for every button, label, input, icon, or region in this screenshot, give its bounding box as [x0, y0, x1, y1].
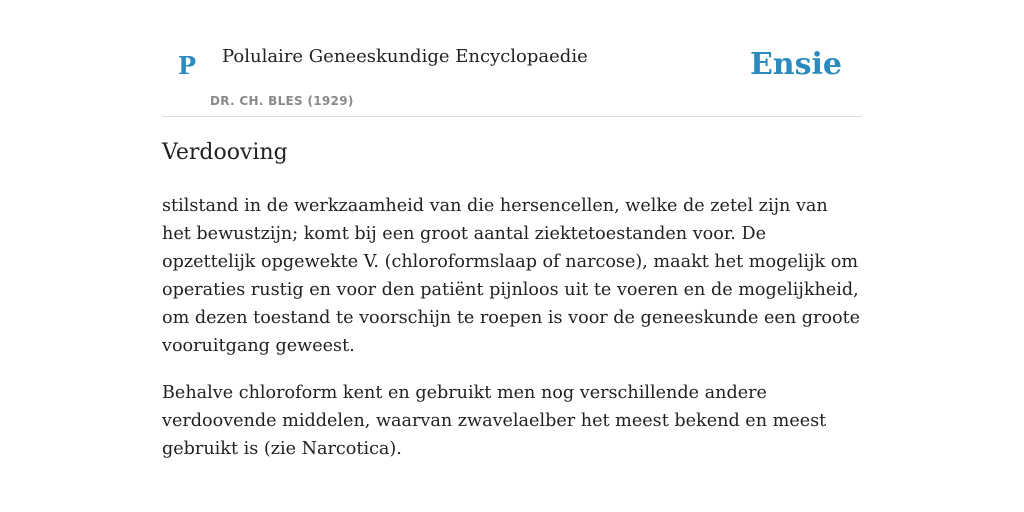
book-logo[interactable]: P: [178, 51, 197, 80]
book-author: DR. CH. BLES (1929): [210, 94, 354, 108]
book-title[interactable]: Polulaire Geneeskundige Encyclopaedie: [222, 46, 588, 67]
page-header: [162, 0, 862, 117]
article-body: [162, 192, 862, 482]
article-title: Verdooving: [162, 140, 288, 165]
article-paragraph: stilstand in de werkzaamheid van die hersencellen, welke de zetel zijn van het bewustzijn; komt bij een groot aantal ziektetoestanden voor. De opzettelijk opgewekte V. (chloroformslaap of narcose), maakt het mogelijk om operaties rustig en voor den patiënt pijnloos uit te voeren en de mogelijkheid, om dezen toestand te voorschijn te roepen is voor de geneeskunde een groote vooruitgang geweest.: [162, 196, 861, 356]
article-paragraph: Behalve chloroform kent en gebruikt men nog verschillende andere verdoovende middelen, waarvan zwavelaelber het meest bekend en meest gebruikt is (zie Narcotica).: [162, 383, 827, 459]
ensie-logo-link[interactable]: Ensie: [749, 47, 842, 82]
